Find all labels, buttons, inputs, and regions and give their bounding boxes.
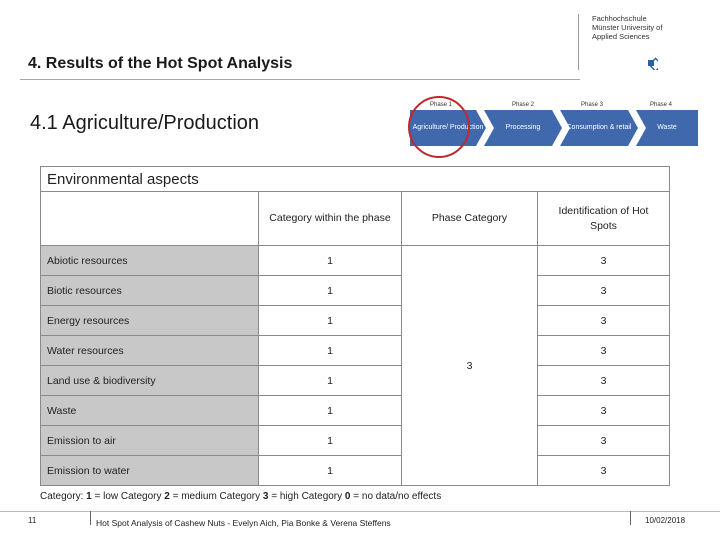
legend-code-2: 2 <box>164 491 170 502</box>
table-row <box>41 366 670 396</box>
table-row <box>41 306 670 336</box>
phase-label-4: Phase 4 <box>649 102 673 108</box>
hotspot-cell: 3 <box>538 336 670 366</box>
hotspot-cell: 3 <box>538 306 670 336</box>
footer-date: 10/02/2018 <box>645 516 686 525</box>
aspect-cell: Abiotic resources <box>41 246 259 276</box>
phase-arrow-2 <box>484 110 562 146</box>
aspect-cell: Energy resources <box>41 306 259 336</box>
logo-line-3: Applied Sciences <box>592 32 650 41</box>
phase-name-3: Consumption & retail <box>566 124 632 131</box>
table-row <box>41 336 670 366</box>
legend-code-0: 0 <box>344 491 351 502</box>
header-empty-cell <box>41 192 259 246</box>
phase-name-4: Waste <box>657 124 677 131</box>
legend-code-1: 1 <box>86 491 92 502</box>
section-title-cell: Environmental aspects <box>41 167 670 192</box>
legend-prefix: Category: <box>40 491 87 502</box>
table-row <box>41 456 670 486</box>
category-legend <box>40 491 441 502</box>
table-row <box>41 426 670 456</box>
header-phase-category: Phase Category <box>402 192 538 246</box>
category-cell: 1 <box>259 396 402 426</box>
logo-line-2: Münster University of <box>592 23 663 32</box>
table-header-row <box>41 192 670 246</box>
phase-name-1: Agriculture/ Production <box>412 124 484 131</box>
category-cell: 1 <box>259 366 402 396</box>
legend-code-3: 3 <box>262 491 269 502</box>
hotspot-cell: 3 <box>538 426 670 456</box>
university-logo <box>592 14 712 41</box>
aspect-cell: Waste <box>41 396 259 426</box>
aspect-cell: Emission to water <box>41 456 259 486</box>
aspect-cell: Water resources <box>41 336 259 366</box>
footer-divider <box>0 511 720 512</box>
university-emblem-icon <box>644 56 658 70</box>
category-cell: 1 <box>259 276 402 306</box>
aspect-cell: Land use & biodiversity <box>41 366 259 396</box>
legend-text-0: = no data/no effects <box>350 491 442 502</box>
header-hotspots: Identification of Hot Spots <box>538 192 670 246</box>
phase-name-2: Processing <box>505 124 541 131</box>
category-cell: 1 <box>259 456 402 486</box>
hotspot-table <box>40 166 670 486</box>
phase-label-2: Phase 2 <box>511 102 535 108</box>
phase-arrow-4 <box>636 110 698 146</box>
category-cell: 1 <box>259 426 402 456</box>
footer-credits: Hot Spot Analysis of Cashew Nuts - Evelyn Aich, Pia Bonke & Verena Steffens <box>96 518 391 528</box>
table-row <box>41 276 670 306</box>
aspect-cell: Biotic resources <box>41 276 259 306</box>
section-subtitle: 4.1 Agriculture/Production <box>30 112 260 134</box>
hotspot-cell: 3 <box>538 246 670 276</box>
table-row <box>41 396 670 426</box>
page-number: 11 <box>28 516 37 525</box>
table-section-row <box>41 167 670 192</box>
table-row <box>41 246 670 276</box>
phase-label-3: Phase 3 <box>580 102 604 108</box>
logo-divider <box>578 14 579 70</box>
category-cell: 1 <box>259 306 402 336</box>
hotspot-cell: 3 <box>538 276 670 306</box>
title-divider <box>20 79 580 80</box>
legend-text-3: = high Category <box>268 491 345 502</box>
footer-tick-left <box>90 511 91 525</box>
legend-text-2: = medium Category <box>169 491 263 502</box>
phase-category-cell: 3 <box>402 246 538 486</box>
phase-highlight-ring <box>408 96 470 158</box>
page-title: 4. Results of the Hot Spot Analysis <box>28 55 293 72</box>
aspect-cell: Emission to air <box>41 426 259 456</box>
hotspot-cell: 3 <box>538 396 670 426</box>
hotspot-cell: 3 <box>538 366 670 396</box>
phase-label-1: Phase 1 <box>429 102 453 108</box>
header-category: Category within the phase <box>259 192 402 246</box>
legend-text-1: = low Category <box>91 491 165 502</box>
logo-line-1: Fachhochschule <box>592 14 647 23</box>
hotspot-cell: 3 <box>538 456 670 486</box>
category-cell: 1 <box>259 246 402 276</box>
category-cell: 1 <box>259 336 402 366</box>
phase-arrow-3 <box>560 110 638 146</box>
footer-tick-right <box>630 511 631 525</box>
